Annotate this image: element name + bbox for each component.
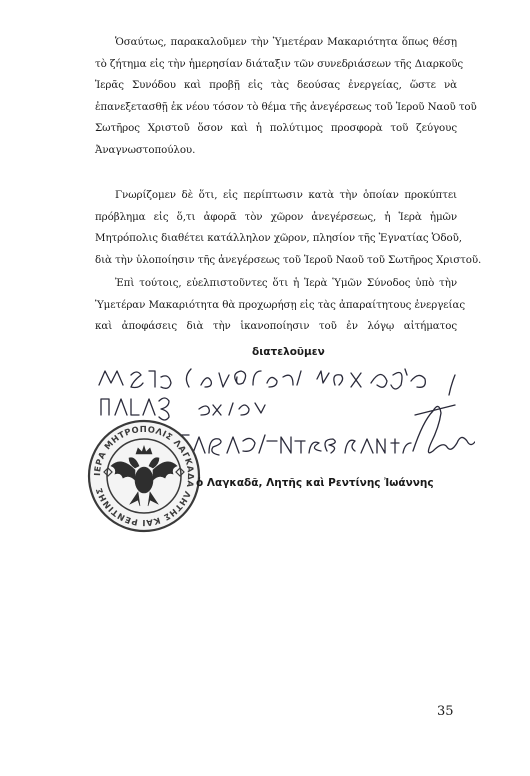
text-line: καὶ ἀποφάσεις διὰ τὴν ἱκανοποίησιν τοῦ ἐν λόγῳ αἰτήματος <box>95 320 457 333</box>
page-number: 35 <box>437 704 454 719</box>
text-line: ἐπανεξετασθῇ ἐκ νέου τόσον τὸ θέμα τῆς ἀνεγέρσεως τοῦ Ἱεροῦ Ναοῦ τοῦ <box>95 100 477 113</box>
paragraph-request <box>95 32 477 162</box>
text-line: διὰ τὴν ὑλοποίησιν τῆς ἀνεγέρσεως τοῦ Ἱεροῦ Ναοῦ τοῦ Σωτῆρος Χριστοῦ. <box>95 253 482 266</box>
text-line: Ἀναγνωστοπούλου. <box>95 143 196 156</box>
text-line: τὸ ζήτημα εἰς τὴν ἡμερησίαν διάταξιν τῶν συνεδριάσεων τῆς Διαρκοῦς <box>95 57 464 70</box>
seal-inscription: ΙΕΡΑ ΜΗΤΡΟΠΟΛΙΣ ΛΑΓΚΑΔΑ ΛΗΤΗΣ ΚΑΙ ΡΕΝΤΙΝΗΣ <box>91 423 197 529</box>
signatory-name: ὁ Λαγκαδᾶ, Λητῆς καὶ Ρεντίνης Ἰωάννης <box>196 477 434 489</box>
text-line: Μητρόπολις διαθέτει κατάλληλον χῶρον, πλησίον τῆς Ἐγνατίας Ὁδοῦ, <box>95 232 462 245</box>
text-line: Σωτῆρος Χριστοῦ ὅσον καὶ ἡ πολύτιμος προσφορὰ τοῦ ζεύγους <box>95 122 457 135</box>
text-line: Ἱερᾶς Συνόδου καὶ προβῇ εἰς τὰς δεούσας ἐνεργείας, ὥστε νὰ <box>95 79 457 92</box>
text-line: πρόβλημα εἰς ὅ,τι ἀφορᾶ τὸν χῶρον ἀνεγέρσεως, ἡ Ἱερὰ ἡμῶν <box>95 210 457 223</box>
text-line: Ὑμετέραν Μακαριότητα θὰ προχωρήσῃ εἰς τὰς ἀπαραίτητους ἐνεργείας <box>95 298 465 311</box>
closing-phrase: διατελοῦμεν <box>252 346 325 358</box>
metropolis-seal <box>86 418 202 534</box>
text-line: Γνωρίζομεν δὲ ὅτι, εἰς περίπτωσιν κατὰ τὴν ὁποίαν προκύπτει <box>115 189 457 201</box>
paragraph-location <box>95 185 482 271</box>
text-line: Ὁσαύτως, παρακαλοῦμεν τὴν Ὑμετέραν Μακαριότητα ὅπως θέσῃ <box>115 36 457 48</box>
paragraph-closing-request <box>95 273 465 338</box>
text-line: Ἐπὶ τούτοις, εὐελπιστοῦντες ὅτι ἡ Ἱερὰ Ὑμῶν Σύνοδος ὑπὸ τὴν <box>115 277 457 289</box>
